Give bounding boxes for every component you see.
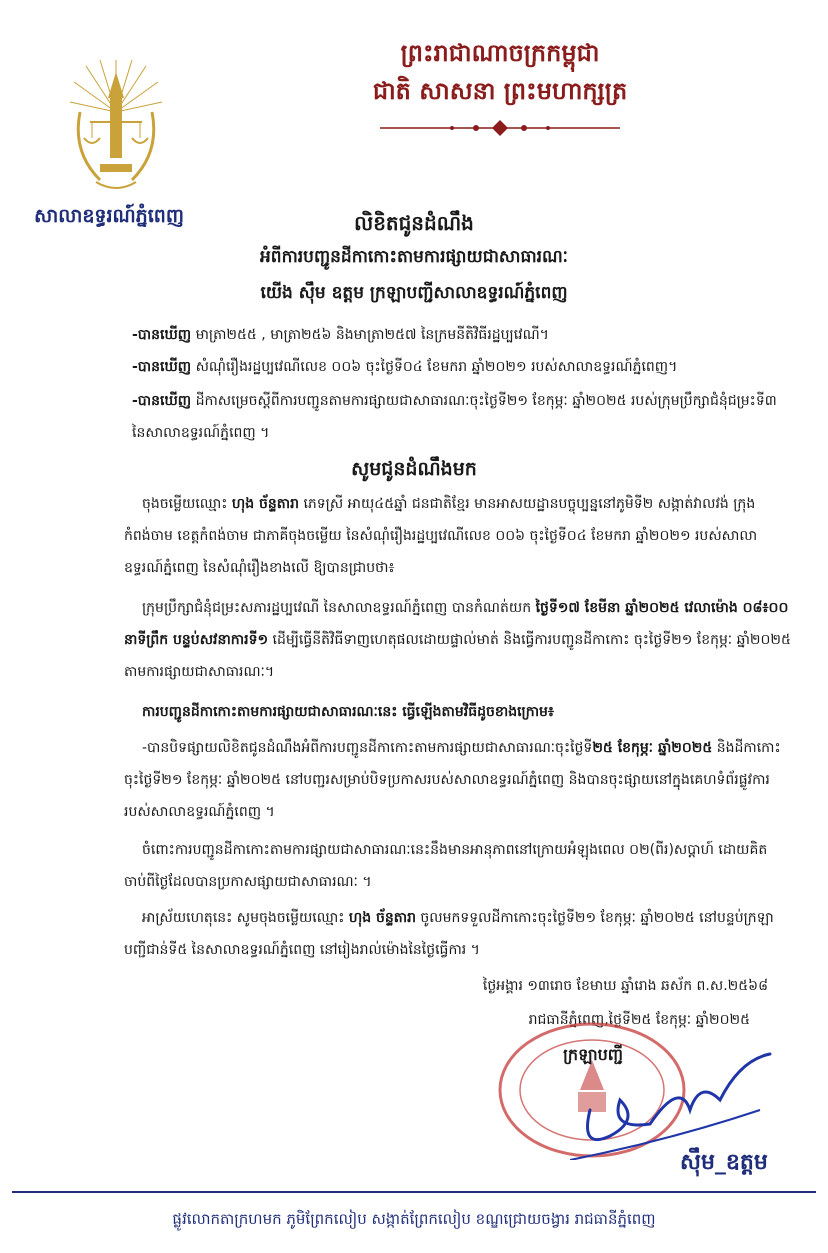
text-run: អាស្រ័យហេតុនេះ សូមចុងចម្លើយឈ្មោះ [142, 910, 349, 926]
paragraph-method-heading: ការបញ្ជូនដីកាកោះតាមការផ្សាយជាសាធារណៈនេះ ធ្វើឡើងតាមវិធីដូចខាងក្រោម៖ [142, 704, 555, 720]
defendant-name: ហុង ច័ន្ទតារា [231, 496, 299, 512]
defendant-name: ហុង ច័ន្ទតារា [348, 910, 416, 926]
consideration-1 [132, 319, 792, 351]
kingdom-header [300, 34, 700, 110]
text-run: ចូលមកទទួលដីកាកោះចុះថ្ងៃទី២១ ខែកុម្ភៈ ឆ្នាំ២០២៥ នៅបន្ទប់ក្រឡា បញ្ជីជាន់ទី៥ នៃសាលាឧទ្ធរណ៍ភ្នំពេញ នៅរៀងរាល់ម៉ោងនៃថ្ងៃធ្វើការ ។ [124, 910, 774, 958]
paragraph-posting [124, 732, 794, 828]
paragraph-summons [124, 902, 794, 966]
national-motto: ជាតិ សាសនា ព្រះមហាក្សត្រ [372, 76, 628, 105]
consideration-3 [132, 385, 792, 449]
paragraph-effect: ចំពោះការបញ្ជូនដីកាកោះតាមការផ្សាយជាសាធារណៈនេះនឹងមានអានុភាពនៅក្រោយអំឡុងពេល ០២(ពីរ)សប្តាហ៍ ដោយគិតចាប់ពីថ្ងៃដែលបានប្រកាសផ្សាយជាសាធារណៈ ។ [124, 842, 768, 890]
consideration-lead: -បានឃើញ [132, 327, 192, 343]
header-ornament [380, 118, 620, 138]
document-title: លិខិតជូនដំណឹង [354, 211, 474, 235]
paragraph-hearing [124, 592, 794, 688]
consideration-text: សំណុំរឿងរដ្ឋប្បវេណីលេខ ០០៦ ចុះថ្ងៃទី០៤ ខែមករា ឆ្នាំ២០២១ របស់សាលាឧទ្ធរណ៍ភ្នំពេញ។ [191, 359, 678, 375]
issuer-line: យើង ស៊ឹម ឧត្តម ក្រឡាបញ្ជីសាលាឧទ្ធរណ៍ភ្នំពេញ [260, 283, 568, 303]
text-run: ភេទស្រី អាយុ៤៥ឆ្នាំ ជនជាតិខ្មែរ មានអាសយដ្ឋានបច្ចុប្បន្ននៅភូមិទី២ សង្កាត់វាលវង់ ក្រុងកំពង់ចាម ខេត្តកំពង់ចាម ជាភាគីចុងចម្លើយ នៃសំណុំរឿងរដ្ឋប្បវេណីលេខ ០០៦ ចុះថ្ងៃទី០៤ ខែមករា ឆ្នាំ២០២១ របស់សាលាឧទ្ធរណ៍ភ្នំពេញ នៃសំណុំរឿងខាងលើ ឱ្យបានជ្រាបថា៖ [124, 496, 758, 576]
text-run: ដើម្បីធ្វើនីតិវិធីទាញហេតុផលដោយផ្ទាល់មាត់ និងធ្វើការបញ្ជូនដីកាកោះ ចុះថ្ងៃទី២១ ខែកុម្ភៈ ឆ្នាំ២០២៥ តាមការផ្សាយជាសាធារណៈ។ [124, 632, 791, 680]
text-run: ចុងចម្លើយឈ្មោះ [142, 496, 232, 512]
solar-date: រាជធានីភ្នំពេញ,ថ្ងៃទី២៥ ខែកុម្ភៈ ឆ្នាំ២០២៥ [528, 1012, 750, 1028]
handwritten-signature-icon [570, 1040, 780, 1160]
consideration-2 [132, 351, 792, 383]
footer-divider [12, 1191, 816, 1193]
notice-heading: សូមជូនដំណឹងមក [351, 458, 477, 480]
document-subject: អំពីការបញ្ជូនដីកាកោះតាមការផ្សាយជាសាធារណៈ [259, 247, 568, 267]
consideration-lead: -បានឃើញ [132, 359, 192, 375]
court-emblem-icon [66, 52, 166, 202]
hearing-date: ថ្ងៃទី១៧ ខែមីនា ឆ្នាំ២០២៥ វេលាម៉ោង ០៨៖០០ នាទីព្រឹក បន្ទប់សវនាការទី១ [124, 600, 789, 648]
paragraph-defendant [124, 488, 794, 584]
footer-address: ផ្លូវលោកតាក្រហមក ភូមិព្រែកលៀប សង្កាត់ព្រែកលៀប ខណ្ឌជ្រោយចង្វារ រាជធានីភ្នំពេញ [172, 1210, 656, 1228]
text-run: ក្រុមប្រឹក្សាជំនុំជម្រះសភារដ្ឋប្បវេណី នៃសាលាឧទ្ធរណ៍ភ្នំពេញ បានកំណត់យក [142, 600, 536, 616]
kingdom-title: ព្រះរាជាណាចក្រកម្ពុជា [400, 38, 600, 67]
posting-date: ២៥ ខែកុម្ភៈ ឆ្នាំ២០២៥ [592, 740, 713, 756]
signer-role: ក្រឡាបញ្ជី [563, 1045, 623, 1064]
signer-name: ស៊ឹម_ឧត្តម [680, 1150, 768, 1175]
text-run: -បានបិទផ្សាយលិខិតជូនដំណឹងអំពីការបញ្ជូនដីកាកោះតាមការផ្សាយជាសាធារណៈចុះថ្ងៃទី [142, 740, 593, 756]
text-run: និងដីកាកោះចុះថ្ងៃទី២១ ខែកុម្ភៈ ឆ្នាំ២០២៥ នៅបញ្ជរសម្រាប់បិទប្រកាសរបស់សាលាឧទ្ធរណ៍ភ្នំពេញ និងបានចុះផ្សាយនៅក្នុងគេហទំព័រផ្លូវការរបស់សាលាឧទ្ធរណ៍ភ្នំពេញ ។ [124, 740, 781, 820]
consideration-text: ដីកាសម្រេចស្តីពីការបញ្ជូនតាមការផ្សាយជាសាធារណៈចុះថ្ងៃទី២១ ខែកុម្ភៈ ឆ្នាំ២០២៥ របស់ក្រុមប្រឹក្សាជំនុំជម្រះទី៣ នៃសាលាឧទ្ធរណ៍ភ្នំពេញ ។ [132, 393, 777, 441]
consideration-lead: -បានឃើញ [132, 393, 192, 409]
consideration-text: មាត្រា២៥៥ , មាត្រា២៥៦ និងមាត្រា២៥៧ នៃក្រមនីតិវិធីរដ្ឋប្បវេណី។ [191, 327, 549, 343]
court-name: សាលាឧទ្ធរណ៍ភ្នំពេញ [34, 205, 184, 227]
lunar-date: ថ្ងៃអង្គារ ១៣រោច ខែមាឃ ឆ្នាំរោង ឆស័ក ព.ស.២៥៦៨ [482, 978, 768, 994]
